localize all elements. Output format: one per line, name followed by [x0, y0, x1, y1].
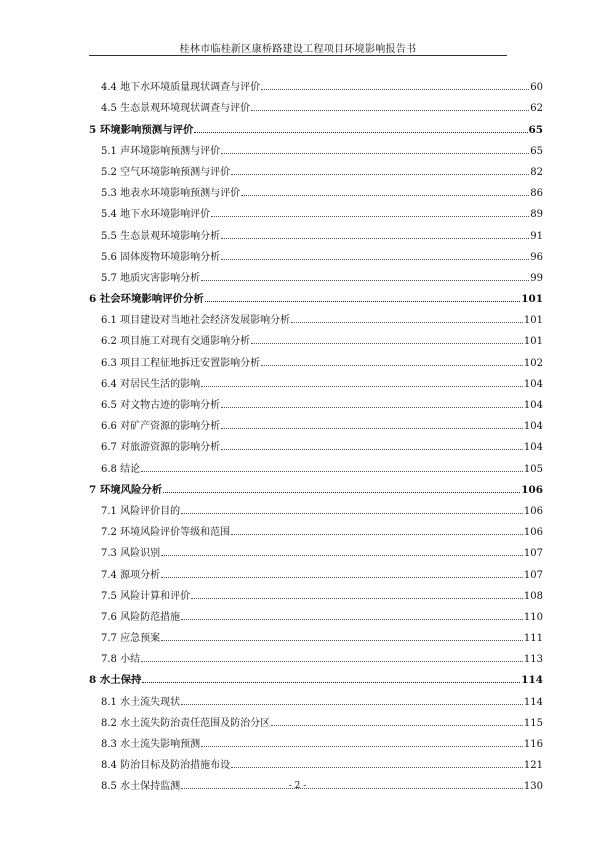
toc-entry-page: 114	[523, 696, 543, 708]
toc-entry-page: 110	[523, 611, 543, 623]
toc-entry-page: 101	[521, 293, 543, 306]
toc-entry-page: 60	[530, 82, 543, 94]
toc-section-entry[interactable]	[89, 369, 543, 390]
toc-entry-page: 104	[523, 378, 543, 390]
toc-section-entry[interactable]	[89, 242, 543, 263]
toc-entry-title: 5.6 固体废物环境影响分析	[101, 251, 221, 263]
toc-entry-title: 8.2 水土流失防治责任范围及防治分区	[101, 717, 271, 729]
toc-section-entry[interactable]	[89, 644, 543, 665]
toc-section-entry[interactable]	[89, 581, 543, 602]
toc-entry-page: 107	[523, 569, 543, 581]
toc-entry-page: 114	[521, 674, 543, 687]
toc-dot-leader	[221, 406, 523, 408]
toc-entry-title: 6 社会环境影响评价分析	[89, 293, 204, 306]
toc-section-entry[interactable]	[89, 453, 543, 474]
toc-dot-leader	[161, 554, 523, 556]
toc-chapter-entry[interactable]	[89, 114, 543, 135]
toc-dot-leader	[251, 342, 523, 344]
toc-entry-page: 130	[523, 781, 543, 793]
toc-entry-title: 7 环境风险分析	[89, 483, 163, 496]
toc-entry-page: 101	[523, 336, 543, 348]
toc-dot-leader	[221, 258, 529, 260]
toc-dot-leader	[201, 279, 529, 281]
toc-entry-page: 62	[530, 103, 543, 115]
toc-entry-page: 104	[523, 442, 543, 454]
toc-dot-leader	[141, 660, 523, 662]
toc-entry-page: 104	[523, 400, 543, 411]
toc-entry-page: 65	[530, 145, 543, 157]
toc-entry-title: 7.1 风险评价目的	[101, 505, 181, 517]
toc-entry-page: 99	[530, 272, 543, 284]
toc-chapter-entry[interactable]	[89, 665, 543, 686]
toc-dot-leader	[191, 597, 523, 599]
toc-dot-leader	[221, 237, 529, 239]
toc-dot-leader	[251, 109, 529, 111]
toc-entry-title: 6.3 项目工程征地拆迁安置影响分析	[101, 357, 261, 369]
toc-dot-leader	[221, 448, 523, 450]
toc-entry-title: 5.2 空气环境影响预测与评价	[101, 166, 231, 178]
toc-section-entry[interactable]	[89, 72, 543, 93]
toc-dot-leader	[181, 512, 523, 514]
toc-entry-title: 5.3 地表水环境影响预测与评价	[101, 188, 241, 200]
toc-entry-page: 115	[523, 717, 543, 729]
toc-dot-leader	[211, 215, 529, 217]
toc-dot-leader	[205, 300, 521, 302]
toc-dot-leader	[161, 576, 523, 578]
toc-entry-title: 7.2 环境风险评价等级和范围	[101, 527, 231, 539]
toc-entry-page: 96	[530, 251, 543, 263]
toc-entry-title: 5.1 声环境影响预测与评价	[101, 145, 221, 157]
toc-section-entry[interactable]	[89, 220, 543, 241]
toc-entry-title: 6.4 对居民生活的影响	[101, 378, 201, 390]
toc-section-entry[interactable]	[89, 347, 543, 368]
toc-dot-leader	[201, 385, 523, 387]
toc-entry-page: 106	[523, 527, 543, 539]
toc-entry-title: 7.8 小结	[101, 654, 141, 666]
toc-entry-title: 7.4 源项分析	[101, 569, 161, 581]
toc-section-entry[interactable]	[89, 729, 543, 750]
toc-entry-page: 105	[523, 463, 543, 475]
toc-dot-leader	[231, 533, 523, 535]
toc-entry-title: 5.7 地质灾害影响分析	[101, 272, 201, 284]
toc-dot-leader	[181, 703, 523, 705]
toc-entry-title: 8.3 水土流失影响预测	[101, 739, 201, 750]
toc-entry-title: 5.5 生态景观环境影响分析	[101, 230, 221, 242]
toc-dot-leader	[221, 152, 529, 154]
toc-dot-leader	[261, 364, 523, 366]
toc-entry-title: 8.4 防治目标及防治措施布设	[101, 760, 231, 772]
toc-entry-page: 106	[523, 505, 543, 517]
toc-entry-page: 91	[530, 230, 543, 242]
toc-section-entry[interactable]	[89, 432, 543, 453]
toc-entry-page: 89	[530, 209, 543, 221]
toc-entry-page: 102	[523, 357, 543, 369]
toc-entry-page: 116	[523, 739, 543, 750]
toc-entry-title: 6.7 对旅游资源的影响分析	[101, 442, 221, 454]
toc-section-entry[interactable]	[89, 708, 543, 729]
toc-entry-page: 65	[528, 123, 543, 136]
toc-dot-leader	[271, 724, 523, 726]
toc-section-entry[interactable]	[89, 199, 543, 220]
toc-entry-title: 6.6 对矿产资源的影响分析	[101, 421, 221, 433]
toc-entry-page: 101	[523, 315, 543, 327]
toc-entry-title: 8.5 水土保持监测	[101, 781, 181, 793]
toc-entry-page: 108	[523, 590, 543, 602]
toc-entry-title: 4.5 生态景观环境现状调查与评价	[101, 103, 251, 115]
toc-entry-page: 121	[523, 760, 543, 772]
toc-entry-title: 7.7 应急预案	[101, 633, 161, 645]
toc-section-entry[interactable]	[89, 178, 543, 199]
toc-entry-title: 7.3 风险识别	[101, 548, 161, 560]
toc-dot-leader	[142, 681, 520, 683]
toc-section-entry[interactable]	[89, 538, 543, 559]
toc-dot-leader	[241, 194, 529, 196]
toc-entry-page: 104	[523, 421, 543, 433]
toc-entry-title: 7.6 风险防范措施	[101, 611, 181, 623]
page-number: - 2 -	[288, 781, 307, 791]
toc-entry-page: 111	[523, 633, 543, 645]
toc-entry-page: 113	[523, 654, 543, 666]
toc-dot-leader	[201, 745, 523, 747]
toc-dot-leader	[221, 427, 523, 429]
toc-section-entry[interactable]	[89, 390, 543, 411]
toc-section-entry[interactable]	[89, 517, 543, 538]
toc-chapter-entry[interactable]	[89, 284, 543, 305]
toc-entry-title: 6.5 对文物古迹的影响分析	[101, 400, 221, 411]
toc-section-entry[interactable]	[89, 686, 543, 707]
toc-entry-title: 6.8 结论	[101, 463, 141, 475]
toc-entry-page: 106	[521, 483, 543, 496]
toc-section-entry[interactable]	[89, 93, 543, 114]
toc-dot-leader	[261, 88, 529, 90]
toc-section-entry[interactable]	[89, 305, 543, 326]
toc-section-entry[interactable]	[89, 136, 543, 157]
header-rule	[89, 55, 507, 56]
toc-section-entry[interactable]	[89, 263, 543, 284]
toc-entry-title: 4.4 地下水环境质量现状调查与评价	[101, 82, 261, 94]
toc-entry-page: 86	[530, 188, 543, 200]
toc-entry-page: 82	[530, 166, 543, 178]
toc-dot-leader	[291, 321, 523, 323]
toc-section-entry[interactable]	[89, 411, 543, 432]
toc-section-entry[interactable]	[89, 559, 543, 580]
toc-section-entry[interactable]	[89, 496, 543, 517]
table-of-contents	[89, 72, 543, 792]
toc-section-entry[interactable]	[89, 623, 543, 644]
toc-entry-title: 8.1 水土流失现状	[101, 696, 181, 708]
toc-dot-leader	[231, 766, 523, 768]
toc-section-entry[interactable]	[89, 602, 543, 623]
toc-dot-leader	[181, 618, 523, 620]
toc-dot-leader	[231, 173, 529, 175]
toc-entry-title: 7.5 风险计算和评价	[101, 590, 191, 602]
toc-entry-title: 6.2 项目施工对现有交通影响分析	[101, 336, 251, 348]
toc-entry-title: 5.4 地下水环境影响评价	[101, 209, 211, 221]
toc-dot-leader	[194, 131, 527, 133]
toc-entry-title: 8 水土保持	[89, 674, 142, 687]
toc-section-entry[interactable]	[89, 326, 543, 347]
toc-section-entry[interactable]	[89, 157, 543, 178]
toc-dot-leader	[161, 639, 523, 641]
toc-chapter-entry[interactable]	[89, 475, 543, 496]
running-header: 桂林市临桂新区康桥路建设工程项目环境影响报告书	[179, 44, 417, 55]
toc-dot-leader	[163, 491, 520, 493]
toc-entry-title: 5 环境影响预测与评价	[89, 123, 194, 136]
toc-entry-title: 6.1 项目建设对当地社会经济发展影响分析	[101, 315, 291, 327]
toc-dot-leader	[141, 470, 523, 472]
toc-section-entry[interactable]	[89, 750, 543, 771]
toc-entry-page: 107	[523, 548, 543, 560]
